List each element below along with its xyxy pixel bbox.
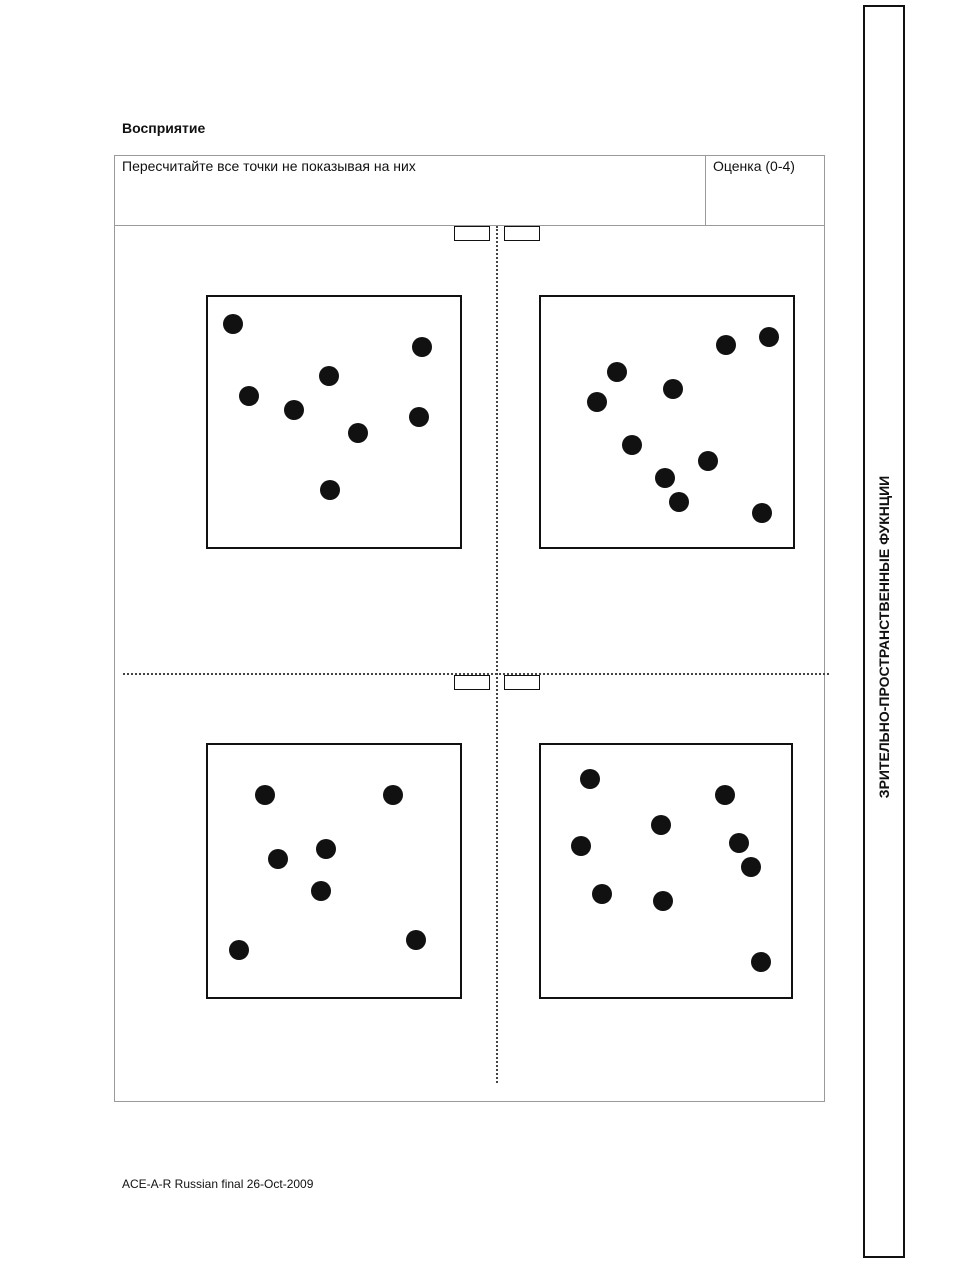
dot	[268, 849, 288, 869]
dot	[759, 327, 779, 347]
dot	[348, 423, 368, 443]
dot	[255, 785, 275, 805]
dot	[229, 940, 249, 960]
dot	[311, 881, 331, 901]
dot	[752, 503, 772, 523]
dot	[653, 891, 673, 911]
dot	[651, 815, 671, 835]
dot	[698, 451, 718, 471]
dots-panel-top-left	[206, 295, 462, 549]
dot	[223, 314, 243, 334]
answer-box-top-left[interactable]	[454, 226, 490, 241]
dot	[663, 379, 683, 399]
dot	[239, 386, 259, 406]
section-title: Восприятие	[122, 120, 206, 136]
dot	[607, 362, 627, 382]
dot	[383, 785, 403, 805]
dot	[319, 366, 339, 386]
dots-panel-bottom-left	[206, 743, 462, 999]
answer-box-bottom-left[interactable]	[454, 675, 490, 690]
answer-box-bottom-right[interactable]	[504, 675, 540, 690]
dots-panel-top-right	[539, 295, 795, 549]
dot	[622, 435, 642, 455]
dot	[412, 337, 432, 357]
task-instruction: Пересчитайте все точки не показывая на них	[122, 158, 416, 174]
dot	[587, 392, 607, 412]
vertical-dotted-cut-line	[496, 226, 498, 1083]
dot	[655, 468, 675, 488]
dot	[571, 836, 591, 856]
dot	[716, 335, 736, 355]
dot	[715, 785, 735, 805]
dot	[669, 492, 689, 512]
dot	[741, 857, 761, 877]
dot	[729, 833, 749, 853]
dot	[284, 400, 304, 420]
section-side-tab	[863, 5, 905, 1258]
dot	[320, 480, 340, 500]
answer-box-top-right[interactable]	[504, 226, 540, 241]
footer-version: ACE-A-R Russian final 26-Oct-2009	[122, 1177, 314, 1191]
dot	[751, 952, 771, 972]
side-tab-label: ЗРИТЕЛЬНО-ПРОСТРАНСТВЕННЫЕ ФУКНЦИИ	[876, 475, 892, 799]
score-label: Оценка (0-4)	[713, 158, 795, 174]
dot	[316, 839, 336, 859]
dot	[409, 407, 429, 427]
dot	[406, 930, 426, 950]
dot	[580, 769, 600, 789]
dot	[592, 884, 612, 904]
header-column-divider	[705, 156, 706, 226]
dots-panel-bottom-right	[539, 743, 793, 999]
